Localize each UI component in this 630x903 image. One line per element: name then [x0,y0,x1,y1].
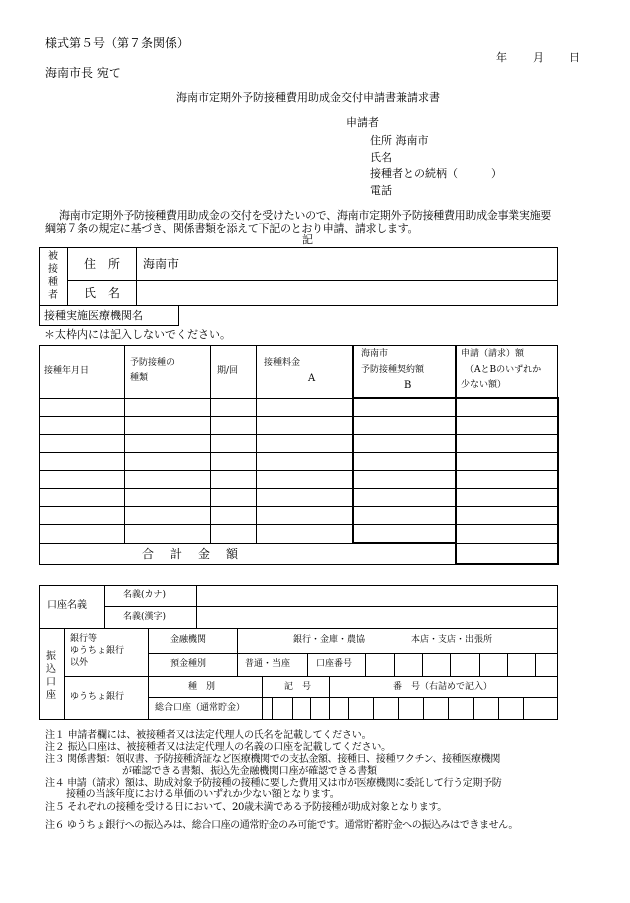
applicant-name: 氏名 [370,151,392,164]
transfer-side-3: 口 [46,677,56,688]
col-period-header: 期/回 [217,366,239,376]
col-fee-header-2: A [308,373,316,384]
col-type-header-1: 予防接種の [130,358,176,368]
recipient-side-1: 被 [48,251,58,262]
transfer-side-2: 込 [46,664,56,675]
col-claim-header-2: （AとBのいずれか [465,365,542,375]
account-name-label: 口座名義 [47,600,87,611]
bank-other-label-2: ゆうちょ銀行 [70,646,125,656]
yucho-number-label: 番 号（右詰めで記入） [393,682,493,692]
recipient-address-label: 住 所 [84,257,121,271]
col-claim-header-1: 申請（請求）額 [461,349,525,359]
clinic-label: 接種実施医療機関名 [44,309,143,322]
deposit-type-label: 預金種別 [170,659,207,669]
ki-label: 記 [302,233,313,246]
applicant-address: 住所 海南市 [370,134,429,147]
deposit-type-options: 普通・当座 [245,659,291,669]
applicant-heading: 申請者 [346,116,379,129]
general-account-label: 総合口座（通常貯金） [155,703,246,713]
note-2: 注２ 振込口座は、被接種者又は法定代理人の名義の口座を記載してください。 [45,742,391,753]
recipient-side-4: 者 [48,290,58,301]
body-line-1: 海南市定期外予防接種費用助成金の交付を受けたいので、海南市定期外予防接種費用助成金事業実施要 [59,209,551,222]
bank-other-label-1: 銀行等 [70,634,98,644]
applicant-relation: 接種者との続柄（ ） [370,167,502,180]
date-day-label: 日 [569,51,580,64]
note-4-cont: 接種の当該年度における単価のいずれか少ない額となります。 [66,789,340,800]
yucho-kind-label: 種 別 [188,682,216,692]
thick-frame-notice: ＊太枠内には記入しないでください。 [44,328,231,341]
yucho-symbol-label: 記 号 [284,682,312,692]
applicant-phone: 電話 [370,184,392,197]
document-title: 海南市定期外予防接種費用助成金交付申請書兼請求書 [176,91,440,104]
col-contract-header-3: B [404,380,412,391]
recipient-side-3: 種 [48,277,58,288]
note-1: 注１ 申請者欄には、被接種者又は法定代理人の氏名を記載してください。 [45,730,372,741]
col-claim-header-3: 少ない額） [461,380,507,390]
account-kanji-field[interactable] [197,607,557,628]
note-3: 注３ 関係書類：領収書、予防接種済証など医療機関での支払金額、接種日、接種ワクチン、接種医療機関 [45,754,501,765]
kanji-label: 名義(漢字) [123,612,167,622]
branch-types: 本店・支店・出張所 [411,635,493,645]
recipient-address-value: 海南市 [143,257,180,271]
body-line-2: 綱第７条の規定に基づき、関係書類を添えて下記のとおり申請、請求します。 [45,222,419,235]
form-number: 様式第５号（第７条関係） [45,36,190,50]
account-number-label: 口座番号 [316,659,353,669]
note-4: 注４ 申請（請求）額は、助成対象予防接種の接種に要した費用又は市が医療機関に委託して行う定期予防 [45,778,502,789]
total-amount-field[interactable] [457,544,557,563]
yucho-label: ゆうちょ銀行 [70,692,125,702]
total-amount-label: 合 計 金 額 [142,547,241,561]
recipient-address-field[interactable] [137,248,557,280]
col-contract-header-2: 予防接種契約額 [361,365,425,375]
institution-label: 金融機関 [170,635,207,645]
recipient-name-field[interactable] [137,281,557,305]
date-month-label: 月 [533,51,544,64]
note-5: 注５ それぞれの接種を受ける日において、20歳未満である予防接種が助成対象となります。 [45,802,448,813]
transfer-side-1: 振 [46,651,56,662]
addressee: 海南市長 宛て [45,66,121,80]
transfer-side-4: 座 [46,690,56,701]
col-fee-header-1: 接種料金 [264,358,301,368]
kana-label: 名義(カナ) [123,590,167,600]
recipient-side-2: 接 [48,264,58,275]
bank-other-label-3: 以外 [70,658,89,668]
date-year-label: 年 [496,51,507,64]
account-kana-field[interactable] [197,586,557,606]
note-3-cont: が確認できる書類、振込先金融機関口座が確認できる書類 [122,766,377,777]
col-date-header: 接種年月日 [44,366,90,376]
recipient-name-label: 氏 名 [84,286,121,300]
note-6: 注６ ゆうちょ銀行への振込みは、総合口座の通常貯金のみ可能です。通常貯蓄貯金への振込みはできません。 [45,820,518,831]
col-type-header-2: 種類 [130,373,149,383]
col-contract-header-1: 海南市 [361,349,389,359]
institution-types: 銀行・金庫・農協 [293,635,366,645]
